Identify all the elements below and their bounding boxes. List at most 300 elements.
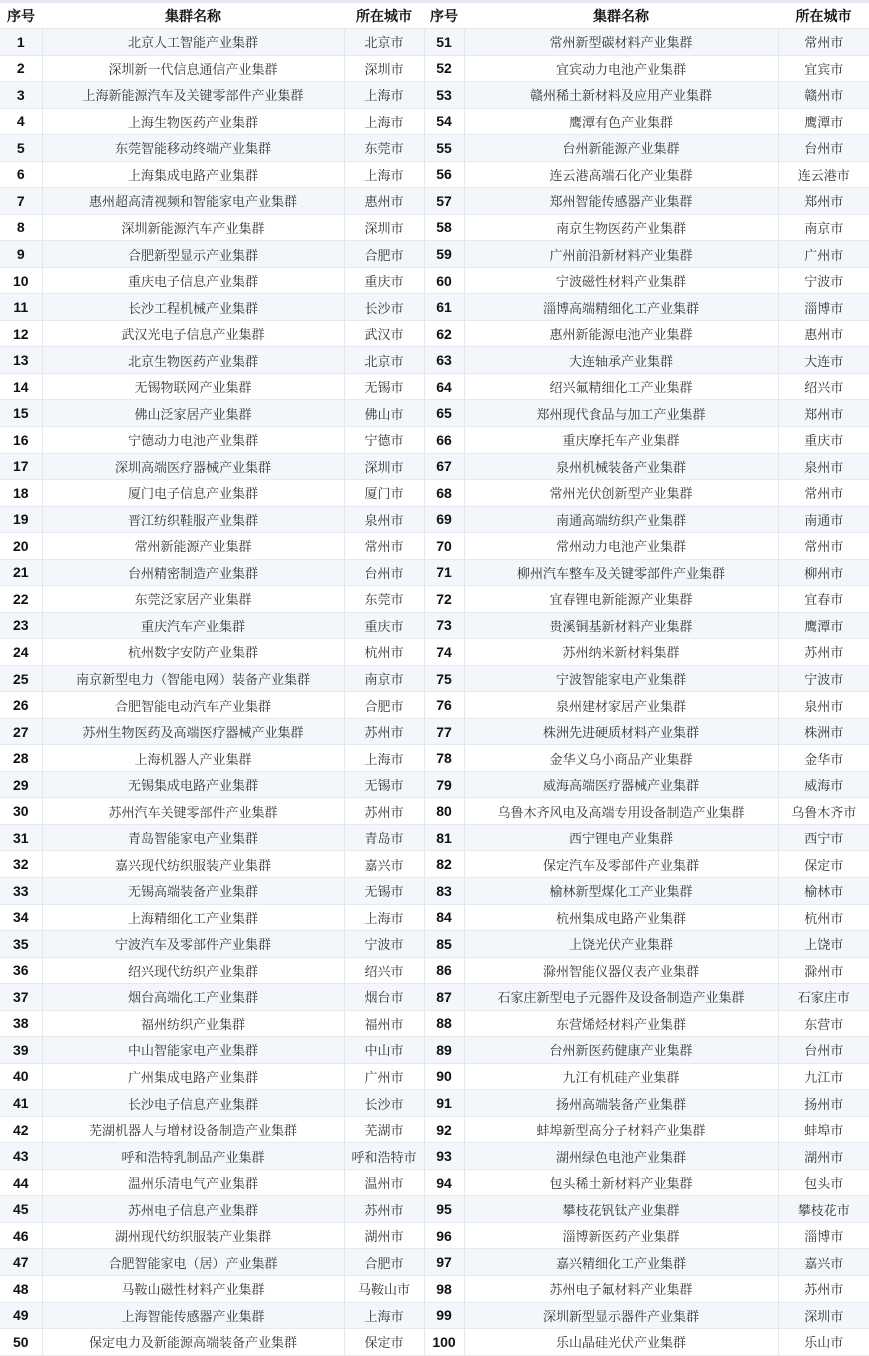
city-right: 台州市: [778, 1037, 869, 1064]
city-right: 常州市: [778, 29, 869, 56]
cluster-name-right: 大连轴承产业集群: [464, 347, 778, 374]
cluster-name-left: 常州新能源产业集群: [42, 533, 344, 560]
header-row: [0, 3, 869, 29]
row-index-left: 17: [0, 453, 42, 480]
cluster-name-right: 郑州智能传感器产业集群: [464, 188, 778, 215]
city-right: 滁州市: [778, 957, 869, 984]
row-index-right: 81: [424, 824, 464, 851]
cluster-name-right: 保定汽车及零部件产业集群: [464, 851, 778, 878]
cluster-name-right: 贵溪铜基新材料产业集群: [464, 612, 778, 639]
cluster-name-left: 马鞍山磁性材料产业集群: [42, 1275, 344, 1302]
cluster-name-left: 宁德动力电池产业集群: [42, 426, 344, 453]
city-left: 泉州市: [344, 506, 424, 533]
table-row: [0, 665, 869, 692]
row-index-right: 73: [424, 612, 464, 639]
city-right: 九江市: [778, 1063, 869, 1090]
cluster-name-right: 重庆摩托车产业集群: [464, 426, 778, 453]
table-row: [0, 82, 869, 109]
cluster-name-left: 厦门电子信息产业集群: [42, 480, 344, 507]
table-row: [0, 1275, 869, 1302]
cluster-name-right: 九江有机硅产业集群: [464, 1063, 778, 1090]
cluster-name-left: 温州乐清电气产业集群: [42, 1169, 344, 1196]
city-left: 台州市: [344, 559, 424, 586]
row-index-left: 28: [0, 745, 42, 772]
city-right: 台州市: [778, 135, 869, 162]
city-right: 乌鲁木齐市: [778, 798, 869, 825]
city-left: 苏州市: [344, 718, 424, 745]
table-row: [0, 1249, 869, 1276]
city-left: 深圳市: [344, 214, 424, 241]
city-right: 蚌埠市: [778, 1116, 869, 1143]
city-right: 株洲市: [778, 718, 869, 745]
cluster-name-left: 福州纺织产业集群: [42, 1010, 344, 1037]
row-index-left: 7: [0, 188, 42, 215]
city-left: 上海市: [344, 745, 424, 772]
city-right: 宁波市: [778, 267, 869, 294]
cluster-name-right: 攀枝花钒钛产业集群: [464, 1196, 778, 1223]
cluster-name-left: 嘉兴现代纺织服装产业集群: [42, 851, 344, 878]
row-index-left: 50: [0, 1329, 42, 1356]
table-row: [0, 347, 869, 374]
header-index-right: 序号: [424, 3, 464, 29]
city-right: 深圳市: [778, 1302, 869, 1329]
city-left: 无锡市: [344, 878, 424, 905]
city-left: 宁波市: [344, 931, 424, 958]
table-row: [0, 1063, 869, 1090]
row-index-left: 35: [0, 931, 42, 958]
row-index-right: 76: [424, 692, 464, 719]
city-right: 柳州市: [778, 559, 869, 586]
row-index-left: 33: [0, 878, 42, 905]
city-right: 常州市: [778, 533, 869, 560]
cluster-name-right: 西宁锂电产业集群: [464, 824, 778, 851]
city-right: 包头市: [778, 1169, 869, 1196]
row-index-left: 45: [0, 1196, 42, 1223]
city-left: 东莞市: [344, 586, 424, 613]
cluster-name-left: 青岛智能家电产业集群: [42, 824, 344, 851]
city-left: 绍兴市: [344, 957, 424, 984]
cluster-name-left: 烟台高端化工产业集群: [42, 984, 344, 1011]
cluster-name-right: 宜春锂电新能源产业集群: [464, 586, 778, 613]
city-left: 南京市: [344, 665, 424, 692]
row-index-left: 2: [0, 55, 42, 82]
cluster-name-left: 呼和浩特乳制品产业集群: [42, 1143, 344, 1170]
table-row: [0, 533, 869, 560]
cluster-name-right: 泉州机械装备产业集群: [464, 453, 778, 480]
table-row: [0, 745, 869, 772]
table-row: [0, 453, 869, 480]
table-row: [0, 373, 869, 400]
table-row: [0, 931, 869, 958]
row-index-left: 24: [0, 639, 42, 666]
city-left: 长沙市: [344, 294, 424, 321]
city-left: 深圳市: [344, 453, 424, 480]
cluster-name-right: 包头稀土新材料产业集群: [464, 1169, 778, 1196]
row-index-right: 53: [424, 82, 464, 109]
header-index-left: 序号: [0, 3, 42, 29]
cluster-name-right: 乌鲁木齐风电及高端专用设备制造产业集群: [464, 798, 778, 825]
city-right: 泉州市: [778, 692, 869, 719]
city-left: 合肥市: [344, 692, 424, 719]
cluster-name-right: 东营烯烃材料产业集群: [464, 1010, 778, 1037]
cluster-name-right: 深圳新型显示器件产业集群: [464, 1302, 778, 1329]
city-left: 无锡市: [344, 373, 424, 400]
cluster-name-right: 泉州建材家居产业集群: [464, 692, 778, 719]
row-index-left: 16: [0, 426, 42, 453]
city-right: 郑州市: [778, 188, 869, 215]
row-index-right: 56: [424, 161, 464, 188]
row-index-right: 86: [424, 957, 464, 984]
row-index-right: 84: [424, 904, 464, 931]
cluster-name-right: 滁州智能仪器仪表产业集群: [464, 957, 778, 984]
table-row: [0, 506, 869, 533]
city-right: 鹰潭市: [778, 612, 869, 639]
city-right: 连云港市: [778, 161, 869, 188]
city-left: 马鞍山市: [344, 1275, 424, 1302]
cluster-name-right: 赣州稀土新材料及应用产业集群: [464, 82, 778, 109]
row-index-left: 27: [0, 718, 42, 745]
city-left: 上海市: [344, 904, 424, 931]
cluster-name-right: 乐山晶硅光伏产业集群: [464, 1329, 778, 1356]
city-right: 东营市: [778, 1010, 869, 1037]
cluster-name-right: 杭州集成电路产业集群: [464, 904, 778, 931]
table-row: [0, 241, 869, 268]
row-index-right: 60: [424, 267, 464, 294]
row-index-right: 92: [424, 1116, 464, 1143]
row-index-left: 10: [0, 267, 42, 294]
cluster-name-right: 常州动力电池产业集群: [464, 533, 778, 560]
city-right: 宜春市: [778, 586, 869, 613]
cluster-name-left: 台州精密制造产业集群: [42, 559, 344, 586]
city-right: 惠州市: [778, 320, 869, 347]
table-row: [0, 559, 869, 586]
city-right: 重庆市: [778, 426, 869, 453]
row-index-left: 9: [0, 241, 42, 268]
table-row: [0, 1329, 869, 1356]
header-city-right: 所在城市: [778, 3, 869, 29]
table-row: [0, 1222, 869, 1249]
row-index-left: 38: [0, 1010, 42, 1037]
city-right: 西宁市: [778, 824, 869, 851]
city-left: 温州市: [344, 1169, 424, 1196]
cluster-name-left: 北京人工智能产业集群: [42, 29, 344, 56]
row-index-right: 100: [424, 1329, 464, 1356]
cluster-name-left: 东莞智能移动终端产业集群: [42, 135, 344, 162]
row-index-right: 55: [424, 135, 464, 162]
cluster-name-right: 郑州现代食品与加工产业集群: [464, 400, 778, 427]
row-index-left: 31: [0, 824, 42, 851]
row-index-right: 52: [424, 55, 464, 82]
row-index-left: 37: [0, 984, 42, 1011]
row-index-left: 41: [0, 1090, 42, 1117]
cluster-name-left: 深圳高端医疗器械产业集群: [42, 453, 344, 480]
cluster-name-left: 深圳新能源汽车产业集群: [42, 214, 344, 241]
table-row: [0, 1169, 869, 1196]
table-row: [0, 1143, 869, 1170]
cluster-name-left: 长沙电子信息产业集群: [42, 1090, 344, 1117]
row-index-left: 47: [0, 1249, 42, 1276]
cluster-name-left: 无锡物联网产业集群: [42, 373, 344, 400]
header-name-right: 集群名称: [464, 3, 778, 29]
cluster-name-left: 湖州现代纺织服装产业集群: [42, 1222, 344, 1249]
cluster-name-right: 株洲先进硬质材料产业集群: [464, 718, 778, 745]
city-left: 佛山市: [344, 400, 424, 427]
row-index-left: 22: [0, 586, 42, 613]
city-left: 中山市: [344, 1037, 424, 1064]
table-row: [0, 957, 869, 984]
row-index-right: 96: [424, 1222, 464, 1249]
cluster-name-right: 广州前沿新材料产业集群: [464, 241, 778, 268]
table-row: [0, 400, 869, 427]
row-index-left: 13: [0, 347, 42, 374]
cluster-name-right: 台州新医药健康产业集群: [464, 1037, 778, 1064]
row-index-left: 43: [0, 1143, 42, 1170]
city-right: 湖州市: [778, 1143, 869, 1170]
row-index-right: 97: [424, 1249, 464, 1276]
row-index-left: 30: [0, 798, 42, 825]
row-index-right: 57: [424, 188, 464, 215]
city-right: 大连市: [778, 347, 869, 374]
row-index-right: 61: [424, 294, 464, 321]
city-right: 嘉兴市: [778, 1249, 869, 1276]
row-index-left: 6: [0, 161, 42, 188]
row-index-left: 15: [0, 400, 42, 427]
city-right: 榆林市: [778, 878, 869, 905]
city-right: 乐山市: [778, 1329, 869, 1356]
cluster-name-right: 淄博高端精细化工产业集群: [464, 294, 778, 321]
cluster-name-right: 常州新型碳材料产业集群: [464, 29, 778, 56]
row-index-right: 66: [424, 426, 464, 453]
row-index-right: 70: [424, 533, 464, 560]
city-right: 鹰潭市: [778, 108, 869, 135]
row-index-left: 5: [0, 135, 42, 162]
cluster-name-right: 蚌埠新型高分子材料产业集群: [464, 1116, 778, 1143]
row-index-right: 98: [424, 1275, 464, 1302]
city-right: 保定市: [778, 851, 869, 878]
cluster-name-left: 上海机器人产业集群: [42, 745, 344, 772]
city-right: 攀枝花市: [778, 1196, 869, 1223]
cluster-name-left: 绍兴现代纺织产业集群: [42, 957, 344, 984]
cluster-name-right: 绍兴氟精细化工产业集群: [464, 373, 778, 400]
cluster-name-right: 湖州绿色电池产业集群: [464, 1143, 778, 1170]
city-right: 上饶市: [778, 931, 869, 958]
city-left: 湖州市: [344, 1222, 424, 1249]
city-right: 赣州市: [778, 82, 869, 109]
cluster-name-left: 上海集成电路产业集群: [42, 161, 344, 188]
table-row: [0, 108, 869, 135]
row-index-right: 87: [424, 984, 464, 1011]
row-index-left: 34: [0, 904, 42, 931]
cluster-name-right: 常州光伏创新型产业集群: [464, 480, 778, 507]
city-left: 东莞市: [344, 135, 424, 162]
cluster-table: [0, 3, 869, 1356]
row-index-right: 80: [424, 798, 464, 825]
city-left: 呼和浩特市: [344, 1143, 424, 1170]
row-index-right: 77: [424, 718, 464, 745]
row-index-left: 19: [0, 506, 42, 533]
cluster-name-right: 台州新能源产业集群: [464, 135, 778, 162]
table-row: [0, 692, 869, 719]
city-left: 保定市: [344, 1329, 424, 1356]
cluster-name-left: 广州集成电路产业集群: [42, 1063, 344, 1090]
header-city-left: 所在城市: [344, 3, 424, 29]
city-right: 宁波市: [778, 665, 869, 692]
cluster-name-right: 柳州汽车整车及关键零部件产业集群: [464, 559, 778, 586]
cluster-name-left: 合肥智能电动汽车产业集群: [42, 692, 344, 719]
cluster-name-right: 威海高端医疗器械产业集群: [464, 771, 778, 798]
city-left: 重庆市: [344, 612, 424, 639]
city-left: 合肥市: [344, 1249, 424, 1276]
cluster-name-left: 苏州汽车关键零部件产业集群: [42, 798, 344, 825]
table-row: [0, 851, 869, 878]
city-right: 广州市: [778, 241, 869, 268]
table-row: [0, 1196, 869, 1223]
city-left: 苏州市: [344, 1196, 424, 1223]
cluster-name-left: 深圳新一代信息通信产业集群: [42, 55, 344, 82]
city-left: 无锡市: [344, 771, 424, 798]
table-row: [0, 426, 869, 453]
row-index-left: 4: [0, 108, 42, 135]
city-left: 广州市: [344, 1063, 424, 1090]
row-index-right: 88: [424, 1010, 464, 1037]
city-left: 嘉兴市: [344, 851, 424, 878]
row-index-right: 93: [424, 1143, 464, 1170]
cluster-name-left: 武汉光电子信息产业集群: [42, 320, 344, 347]
row-index-left: 39: [0, 1037, 42, 1064]
row-index-right: 72: [424, 586, 464, 613]
table-row: [0, 214, 869, 241]
cluster-name-right: 榆林新型煤化工产业集群: [464, 878, 778, 905]
row-index-right: 78: [424, 745, 464, 772]
city-right: 苏州市: [778, 1275, 869, 1302]
row-index-left: 18: [0, 480, 42, 507]
table-row: [0, 1116, 869, 1143]
cluster-name-left: 重庆汽车产业集群: [42, 612, 344, 639]
cluster-name-right: 石家庄新型电子元器件及设备制造产业集群: [464, 984, 778, 1011]
row-index-left: 42: [0, 1116, 42, 1143]
table-row: [0, 188, 869, 215]
city-left: 武汉市: [344, 320, 424, 347]
row-index-right: 51: [424, 29, 464, 56]
table-row: [0, 320, 869, 347]
cluster-name-left: 苏州生物医药及高端医疗器械产业集群: [42, 718, 344, 745]
city-right: 石家庄市: [778, 984, 869, 1011]
row-index-left: 32: [0, 851, 42, 878]
cluster-name-left: 无锡集成电路产业集群: [42, 771, 344, 798]
table-row: [0, 294, 869, 321]
city-left: 杭州市: [344, 639, 424, 666]
cluster-name-right: 鹰潭有色产业集群: [464, 108, 778, 135]
city-left: 合肥市: [344, 241, 424, 268]
row-index-right: 68: [424, 480, 464, 507]
table-row: [0, 586, 869, 613]
row-index-right: 65: [424, 400, 464, 427]
cluster-name-left: 中山智能家电产业集群: [42, 1037, 344, 1064]
city-right: 南通市: [778, 506, 869, 533]
cluster-name-right: 惠州新能源电池产业集群: [464, 320, 778, 347]
table-row: [0, 1037, 869, 1064]
city-left: 芜湖市: [344, 1116, 424, 1143]
row-index-left: 23: [0, 612, 42, 639]
header-name-left: 集群名称: [42, 3, 344, 29]
row-index-right: 67: [424, 453, 464, 480]
table-row: [0, 798, 869, 825]
city-right: 威海市: [778, 771, 869, 798]
city-right: 泉州市: [778, 453, 869, 480]
table-row: [0, 878, 869, 905]
row-index-right: 71: [424, 559, 464, 586]
cluster-name-right: 扬州高端装备产业集群: [464, 1090, 778, 1117]
row-index-right: 75: [424, 665, 464, 692]
row-index-left: 8: [0, 214, 42, 241]
city-left: 重庆市: [344, 267, 424, 294]
city-right: 南京市: [778, 214, 869, 241]
table-row: [0, 984, 869, 1011]
cluster-name-right: 连云港高端石化产业集群: [464, 161, 778, 188]
cluster-name-right: 南通高端纺织产业集群: [464, 506, 778, 533]
row-index-left: 25: [0, 665, 42, 692]
city-right: 绍兴市: [778, 373, 869, 400]
cluster-name-right: 淄博新医药产业集群: [464, 1222, 778, 1249]
row-index-left: 36: [0, 957, 42, 984]
row-index-right: 54: [424, 108, 464, 135]
table-row: [0, 480, 869, 507]
cluster-name-right: 宜宾动力电池产业集群: [464, 55, 778, 82]
cluster-name-right: 苏州电子氟材料产业集群: [464, 1275, 778, 1302]
cluster-name-left: 合肥新型显示产业集群: [42, 241, 344, 268]
row-index-left: 1: [0, 29, 42, 56]
row-index-right: 62: [424, 320, 464, 347]
row-index-left: 20: [0, 533, 42, 560]
row-index-left: 48: [0, 1275, 42, 1302]
cluster-name-left: 无锡高端装备产业集群: [42, 878, 344, 905]
row-index-left: 3: [0, 82, 42, 109]
city-left: 上海市: [344, 82, 424, 109]
city-left: 苏州市: [344, 798, 424, 825]
city-left: 上海市: [344, 1302, 424, 1329]
cluster-name-right: 苏州纳米新材料集群: [464, 639, 778, 666]
cluster-name-left: 合肥智能家电（居）产业集群: [42, 1249, 344, 1276]
cluster-name-right: 南京生物医药产业集群: [464, 214, 778, 241]
row-index-left: 46: [0, 1222, 42, 1249]
cluster-name-right: 宁波磁性材料产业集群: [464, 267, 778, 294]
row-index-left: 21: [0, 559, 42, 586]
city-right: 苏州市: [778, 639, 869, 666]
table-body: [0, 29, 869, 1356]
row-index-left: 14: [0, 373, 42, 400]
table-row: [0, 135, 869, 162]
cluster-name-left: 南京新型电力（智能电网）装备产业集群: [42, 665, 344, 692]
table-row: [0, 718, 869, 745]
table-row: [0, 55, 869, 82]
row-index-right: 63: [424, 347, 464, 374]
cluster-name-left: 佛山泛家居产业集群: [42, 400, 344, 427]
table-row: [0, 267, 869, 294]
row-index-right: 82: [424, 851, 464, 878]
cluster-name-left: 上海智能传感器产业集群: [42, 1302, 344, 1329]
city-left: 福州市: [344, 1010, 424, 1037]
city-right: 金华市: [778, 745, 869, 772]
row-index-left: 26: [0, 692, 42, 719]
table-row: [0, 1010, 869, 1037]
cluster-name-left: 上海新能源汽车及关键零部件产业集群: [42, 82, 344, 109]
row-index-right: 83: [424, 878, 464, 905]
cluster-name-left: 保定电力及新能源高端装备产业集群: [42, 1329, 344, 1356]
city-right: 郑州市: [778, 400, 869, 427]
table-row: [0, 771, 869, 798]
cluster-name-right: 上饶光伏产业集群: [464, 931, 778, 958]
cluster-name-left: 上海精细化工产业集群: [42, 904, 344, 931]
